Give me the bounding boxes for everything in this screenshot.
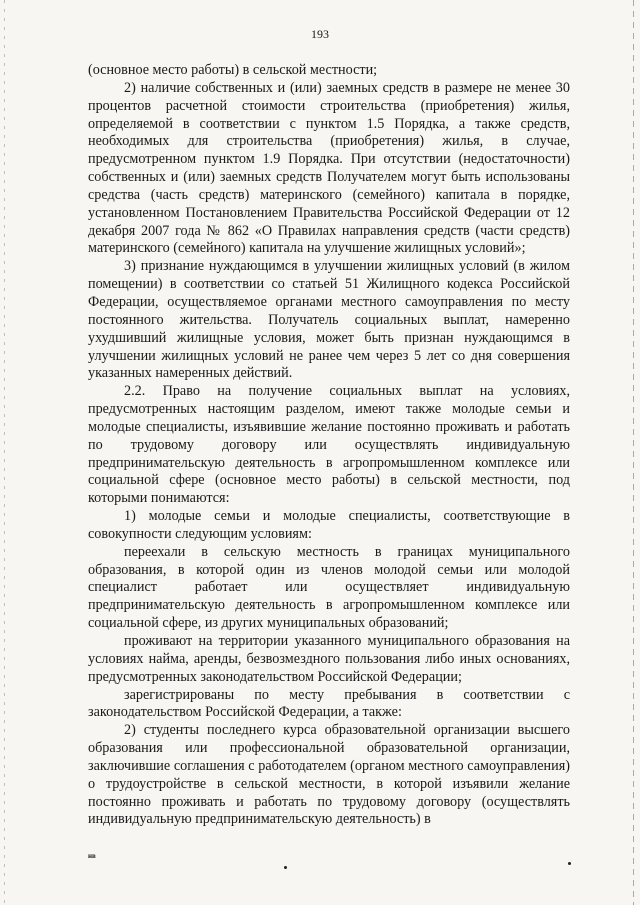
document-body — [88, 62, 570, 829]
page-number: 193 — [311, 27, 329, 41]
footer-initials: нв — [88, 852, 96, 860]
paragraph-section-2-2: 2.2. Право на получение социальных выплат на условиях, предусмотренных настоящим разделом, имеют также молодые семьи и молодые специалисты, изъявившие желание постоянно проживать и работать по трудовому договору или осуществлять индивидуальную предпринимательскую деятельность в агропромышленном комплексе или социальной сфере (основное место работы) в сельской местности, под которыми понимаются: — [88, 383, 570, 507]
paragraph-condition-moved: переехали в сельскую местность в границах муниципального образования, в которой один из членов молодой семьи или молодой специалист работает или осуществляет индивидуальную предпринимательскую деятельность в агропромышленном комплексе или социальной сфере, из других муниципальных образований; — [88, 543, 570, 632]
scan-speck — [568, 862, 571, 865]
scan-edge-left — [4, 0, 5, 905]
paragraph-subitem-1: 1) молодые семьи и молодые специалисты, соответствующие в совокупности следующим условиям: — [88, 508, 570, 542]
scan-speck — [284, 866, 287, 869]
paragraph-condition-registered: зарегистрированы по месту пребывания в соответствии с законодательством Российской Федерации, а также: — [88, 686, 570, 721]
scan-edge-right — [633, 0, 634, 905]
paragraph-condition-reside: проживают на территории указанного муниципального образования на условиях найма, аренды, безвозмездного пользования либо иных основаниях, предусмотренных законодательством Российской Федерации; — [88, 633, 570, 685]
paragraph-continuation: (основное место работы) в сельской местности; — [88, 62, 378, 78]
paragraph-subitem-2: 2) студенты последнего курса образовательной организации высшего образования или профессиональной образовательной организации, заключившие соглашения с работодателем (органом местного самоуправления) о трудоустройстве в сельской местности, в которой изъявили желание постоянно проживать и работать по трудовому договору (осуществлять индивидуальную предпринимательскую деятельность) в — [88, 722, 570, 828]
paragraph-item-2: 2) наличие собственных и (или) заемных средств в размере не менее 30 процентов расчетной стоимости строительства (приобретения) жилья, определяемой в соответствии с пунктом 1.5 Порядка, а также средств, необходимых для строительства (приобретения) жилья, в случае, предусмотренном пунктом 1.9 Порядка. При отсутствии (недостаточности) собственных и (или) заемных средств Получателем могут быть использованы средства (часть средств) материнского (семейного) капитала в порядке, установленном Постановлением Правительства Российской Федерации от 12 декабря 2007 года № 862 «О Правилах направления средств (части средств) материнского (семейного) капитала на улучшение жилищных условий»; — [88, 79, 570, 257]
paragraph-item-3: 3) признание нуждающимся в улучшении жилищных условий (в жилом помещении) в соответствии со статьей 51 Жилищного кодекса Российской Федерации, осуществляемое органами местного самоуправления по месту постоянного жительства. Получатель социальных выплат, намеренно ухудшивший жилищные условия, может быть признан нуждающимся в улучшении жилищных условий не ранее чем через 5 лет со дня совершения указанных намеренных действий. — [88, 258, 570, 382]
